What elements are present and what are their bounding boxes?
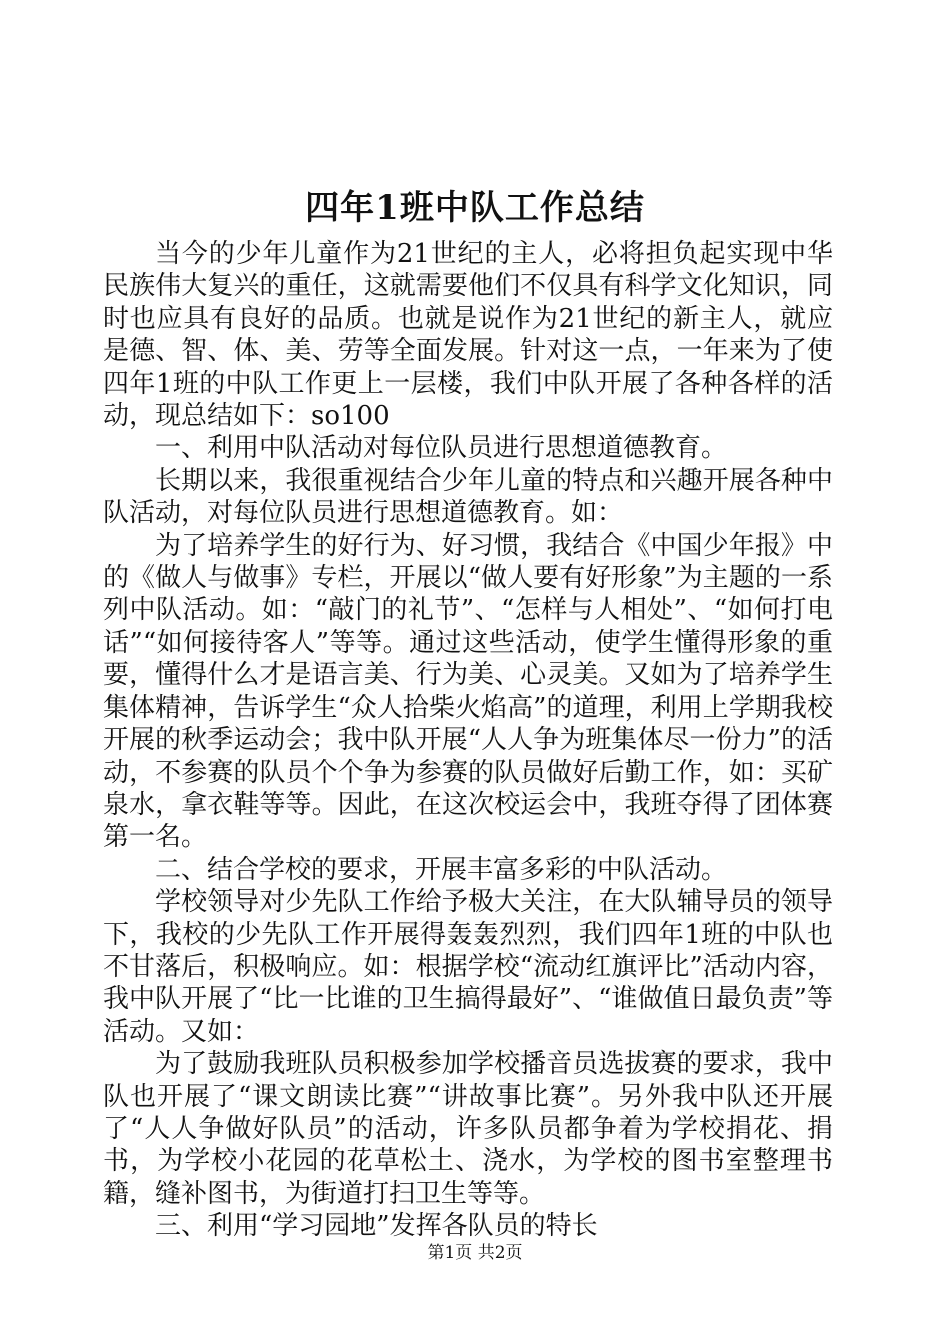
paragraph: 学校领导对少先队工作给予极大关注，在大队辅导员的领导下，我校的少先队工作开展得轰轰烈烈，我们四年1班的中队也不甘落后，积极响应。如：根据学校“流动红旗评比”活动内容，我中队开展了“比一比谁的卫生搞得最好”、“谁做值日最负责”等活动。又如： (103, 887, 833, 1047)
paragraph: 长期以来，我很重视结合少年儿童的特点和兴趣开展各种中队活动，对每位队员进行思想道德教育。如： (103, 465, 833, 529)
paragraph: 为了鼓励我班队员积极参加学校播音员选拔赛的要求，我中队也开展了“课文朗读比赛”“讲故事比赛”。另外我中队还开展了“人人争做好队员”的活动，许多队员都争着为学校捐花、捐书，为学校小花园的花草松土、浇水，为学校的图书室整理书籍，缝补图书，为街道打扫卫生等等。 (103, 1049, 833, 1209)
page-number-footer: 第1页 共2页 (427, 1243, 523, 1263)
document-title: 四年1班中队工作总结 (305, 188, 645, 228)
paragraph: 为了培养学生的好行为、好习惯，我结合《中国少年报》中的《做人与做事》专栏，开展以“做人要有好形象”为主题的一系列中队活动。如：“敲门的礼节”、“怎样与人相处”、“如何打电话”“如何接待客人”等等。通过这些活动，使学生懂得形象的重要，懂得什么才是语言美、行为美、心灵美。又如为了培养学生集体精神，告诉学生“众人拾柴火焰高”的道理，利用上学期我校开展的秋季运动会；我中队开展“人人争为班集体尽一份力”的活动，不参赛的队员个个争为参赛的队员做好后勤工作，如：买矿泉水，拿衣鞋等等。因此，在这次校运会中，我班夺得了团体赛第一名。 (103, 530, 833, 853)
section-heading-3: 三、利用“学习园地”发挥各队员的特长 (155, 1211, 598, 1242)
section-heading-2: 二、结合学校的要求，开展丰富多彩的中队活动。 (155, 854, 728, 885)
document-body (103, 238, 833, 1243)
paragraph-intro: 当今的少年儿童作为21世纪的主人，必将担负起实现中华民族伟大复兴的重任，这就需要他们不仅具有科学文化知识，同时也应具有良好的品质。也就是说作为21世纪的新主人，就应是德、智、体、美、劳等全面发展。针对这一点，一年来为了使四年1班的中队工作更上一层楼，我们中队开展了各种各样的活动，现总结如下：so100 (103, 239, 833, 432)
section-heading-1: 一、利用中队活动对每位队员进行思想道德教育。 (155, 433, 728, 464)
